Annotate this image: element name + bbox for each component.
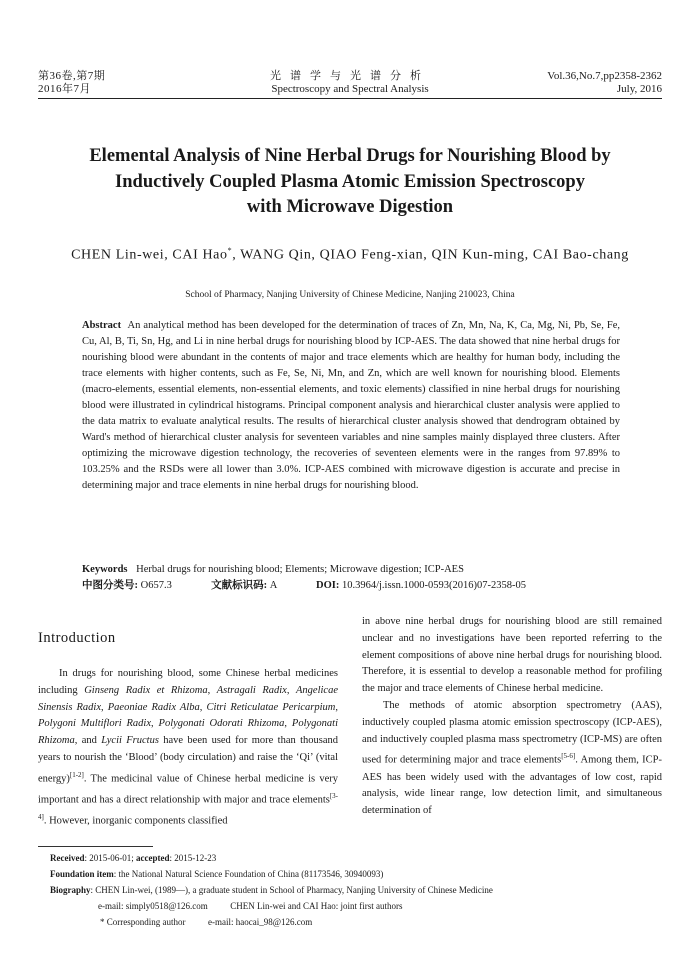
text-run: , [286,684,296,696]
citation-ref[interactable]: [3-4] [38,792,338,822]
doi-value: 10.3964/j.issn.1000-0593(2016)07-2358-05 [341,580,526,591]
doc-code-label: 文献标识码: [211,580,268,591]
herb-name: Paeoniae Radix Alba [107,701,200,713]
biography-text: : CHEN Lin-wei, (1989—), a graduate student in School of Pharmacy, Nanjing University of Chinese Medicine [90,885,493,895]
doi-label: DOI: [315,580,340,591]
doc-code-value: A [269,580,277,591]
herb-name: Angelicae Sinensis Radix [38,684,338,713]
footnote-biography [50,884,493,896]
keywords-text: Herbal drugs for nourishing blood; Elements; Microwave digestion; ICP-AES [136,564,464,575]
keywords [82,562,622,578]
foundation-label: Foundation item [50,869,114,879]
abstract [82,318,620,494]
volume-pages: Vol.36,No.7,pp2358-2362 [547,70,662,82]
text-run: , [101,701,108,713]
title-line-1: Elemental Analysis of Nine Herbal Drugs for Nourishing Blood by [89,146,611,166]
footnote-divider [38,846,153,847]
classification-line [82,578,642,594]
herb-name: Polygonati Rhizoma [38,718,338,747]
herb-name: Polygonati Odorati Rhizoma [158,718,285,730]
keywords-label: Keywords [82,564,128,575]
biography-label: Biography [50,885,91,895]
authors-first: CHEN Lin-wei, CAI Hao [71,247,228,263]
text-run: , [284,718,292,730]
paper-title [40,144,660,221]
text-run: . However, inorganic components classified [43,815,228,827]
citation-ref[interactable]: [1-2] [69,770,84,779]
text-run: . The medicinal value of Chinese herbal medicine is very important and has a direct relationship with major and trace elements [38,773,338,806]
herb-name: Polygoni Multiflori Radix [38,718,152,730]
paragraph: in above nine herbal drugs for nourishing blood are still remained unclear and no investigations have been reported referring to the element compositions of above nine herbal drugs for nourishing blood. Therefore, it is essential to develop a reasonable method for profiling the major and trace elements of Chinese herbal medicine. [362,616,662,695]
abstract-label: Abstract [82,320,122,331]
herb-name: Lycii Fructus [101,735,159,747]
clc-value: O657.3 [140,580,172,591]
title-line-2: Inductively Coupled Plasma Atomic Emission Spectroscopy [115,171,585,192]
herb-name: Ginseng Radix et Rhizoma [84,684,208,696]
journal-name-cn: 光谱学与光谱分析 [270,70,430,82]
intro-right-column [362,614,662,820]
affiliation: School of Pharmacy, Nanjing University of Chinese Medicine, Nanjing 210023, China [185,290,515,300]
abstract-text: An analytical method has been developed for the determination of traces of Zn, Mn, Na, K, Ca, Mg, Ni, Pb, Se, Fe, Cu, Al, B, Ti, Sn, Hg, and Li in nine herbal drugs for nourishing blood by ICP-AES. The data showed that nine herbal drugs for nourishing blood were abundant in the contents of major and trace elements which are healthy for human body, including the trace elements with higher contents, such as Fe, Se, Ni, Mn, and Zn, which are well known for nourishing blood. Elements (macro-elements, essential elements, non-essential elements, and toxic elements) classified in nine herbal drugs for nourishing blood were illustrated in cylindrical histograms. Principal component analysis and hierarchical cluster analysis were applied to the data matrix to evaluate analytical results. The results of hierarchical cluster analysis showed that dendrogram obtained by Ward's method of hierarchical cluster analysis for seventeen variables and nine samples mainly displayed three clusters. After optimizing the microwave digestion technology, the recoveries of seventeen elements were in the ranges from 97.89% to 103.25% and the RSDs were all lower than 3.0%. ICP-AES combined with microwave digestion is accurate and precise in determining major and trace elements in nine herbal drugs for nourishing blood. [82,320,620,491]
text-run: . Among them, ICP-AES has been widely used with the advantages of low cost, rapid analysis, wide linear range, low detection limit, and simultaneous determination of [362,754,662,817]
citation-ref[interactable]: [5-6] [561,752,576,761]
text-run: , [151,718,159,730]
authors-rest: , WANG Qin, QIAO Feng-xian, QIN Kun-ming, CAI Bao-chang [232,247,629,263]
intro-left-column [38,666,338,831]
received-label: Received [50,853,85,863]
clc-label: 中图分类号: [82,580,138,591]
journal-volume-en [547,70,662,96]
text-run: have been used for more than thousand years to nourish the ‘Blood’ (body circulation) and raise the ‘Qi’ (vital energy) [38,735,338,785]
text-run: The methods of atomic absorption spectrometry (AAS), inductively coupled plasma atomic emission spectroscopy (ICP-AES), and inductively coupled plasma mass spectrometry (ICP-MS) are often used for determining major and trace elements [362,699,662,766]
issue-date: July, 2016 [616,83,662,95]
text-run: In drugs for nourishing blood, some Chinese herbal medicines including [38,668,338,696]
text-run: , and [74,735,102,747]
title-line-3: with Microwave Digestion [246,197,454,217]
corresponding-mark: * [227,246,233,255]
footnote-corresponding: * Corresponding author e-mail: haocai_98@126.com [100,917,313,927]
foundation-text: : the National Natural Science Foundation of China (81173546, 30940093) [113,869,384,879]
paragraph [362,698,662,820]
footnote-foundation [50,868,383,880]
text-run: , [335,701,339,713]
footnote-received [50,852,216,864]
text-run: , [207,684,217,696]
accepted-date: : 2015-12-23 [169,853,217,863]
date-cn: 2016年7月 [38,83,91,95]
text-run: , [199,701,207,713]
accepted-label: accepted [135,853,170,863]
received-date: : 2015-06-01; [84,853,134,863]
journal-name-en: Spectroscopy and Spectral Analysis [271,83,429,95]
herb-name: Astragali Radix [216,684,287,696]
footnote-email: e-mail: simply0518@126.com CHEN Lin-wei and CAI Hao: joint first authors [98,901,403,911]
volume-issue-cn: 第36卷,第7期 [38,70,106,82]
author-list [0,246,700,264]
herb-name: Citri Reticulatae Pericarpium [206,701,336,713]
header-divider [38,98,662,99]
section-heading-introduction: Introduction [38,630,116,646]
